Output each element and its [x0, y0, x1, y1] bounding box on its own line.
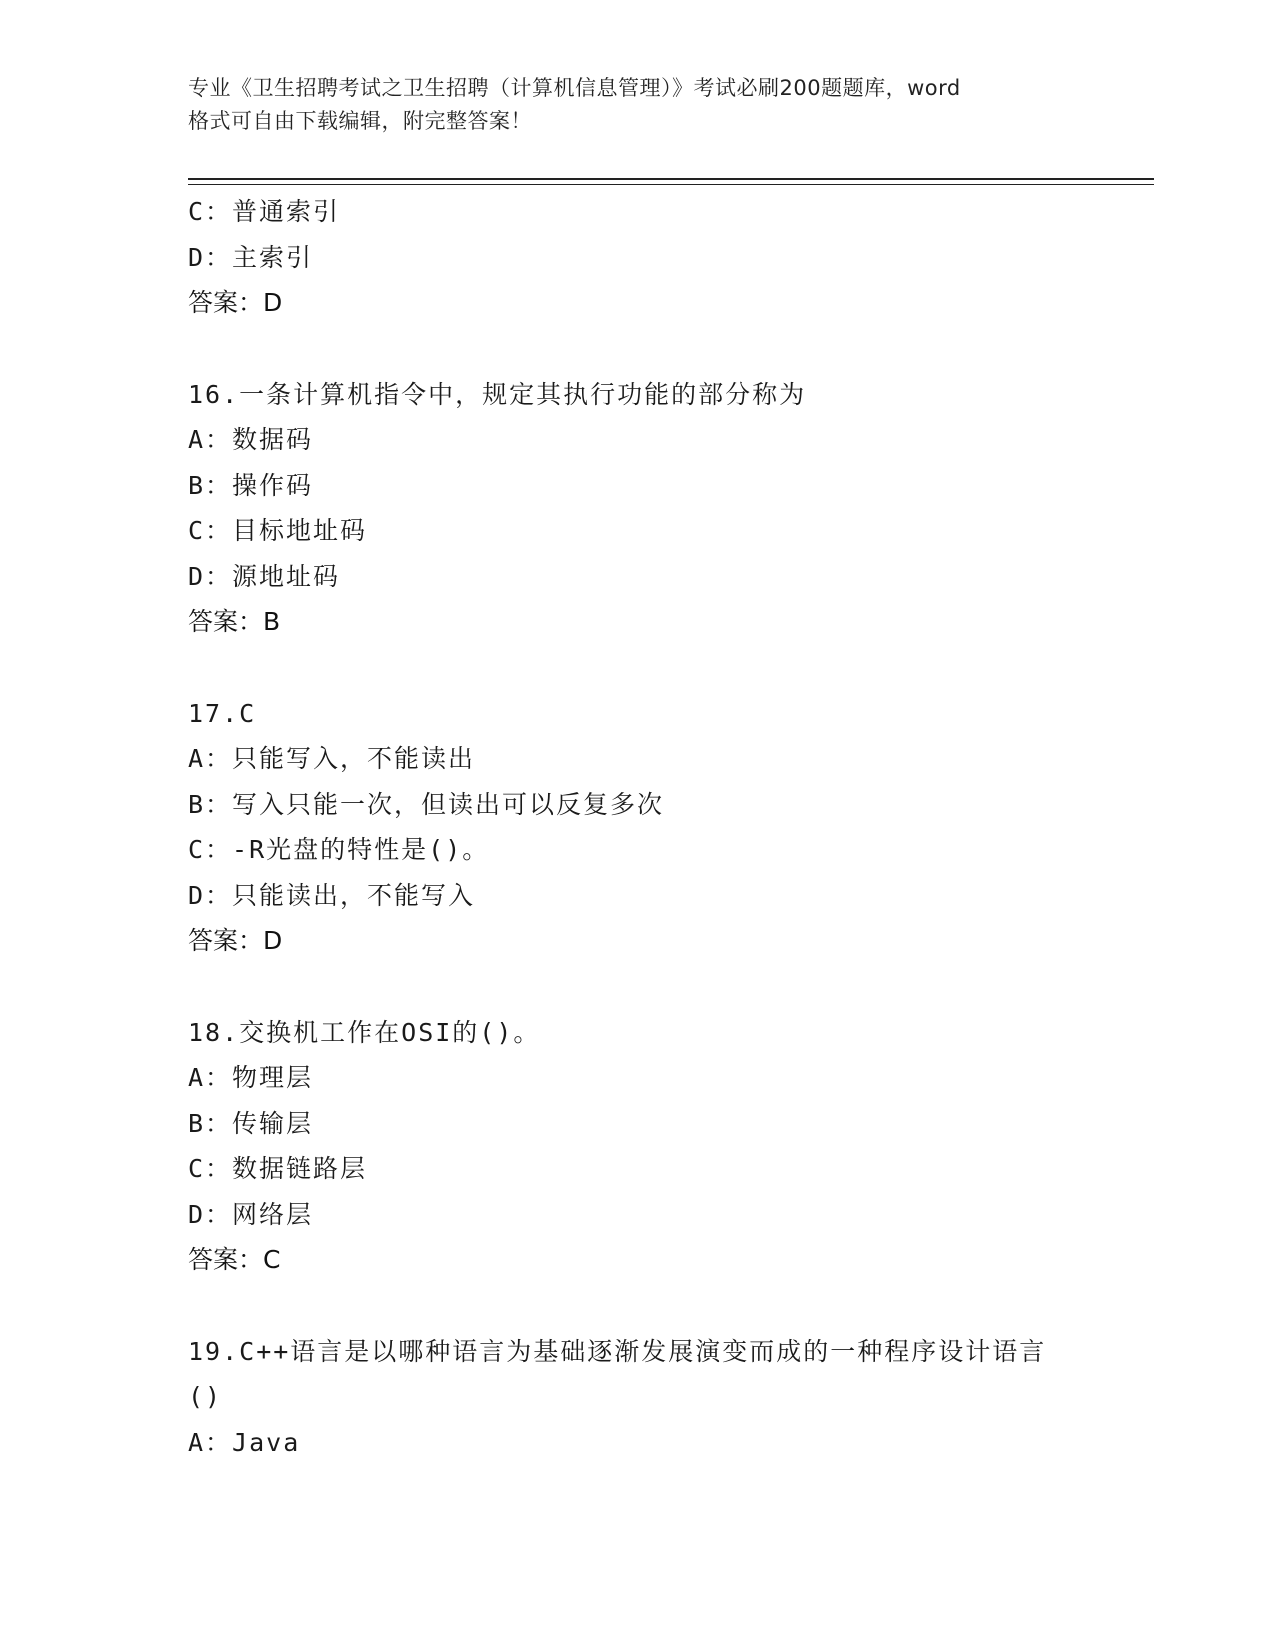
q16-question: 16.一条计算机指令中，规定其执行功能的部分称为: [188, 379, 807, 409]
question-list: [188, 189, 1118, 1465]
q18-option-b: B：传输层: [188, 1108, 314, 1138]
question-15-block: [188, 189, 1118, 326]
q18-option-a: A：物理层: [188, 1063, 314, 1092]
q17-option-b: B：写入只能一次，但读出可以反复多次: [188, 789, 665, 819]
q17-option-a: A：只能写入，不能读出: [188, 744, 476, 773]
q18-answer: 答案：C: [188, 1245, 281, 1274]
header-divider-thin: [188, 184, 1154, 185]
q16-option-c: C：目标地址码: [188, 516, 368, 545]
q15-answer: 答案：D: [188, 288, 283, 317]
q18-question: 18.交换机工作在OSI的()。: [188, 1017, 541, 1047]
question-17-block: [188, 691, 1118, 964]
q17-option-d: D：只能读出，不能写入: [188, 880, 476, 910]
q19-question: 19.C++语言是以哪种语言为基础逐渐发展演变而成的一种程序设计语言(): [188, 1336, 1047, 1411]
q16-option-d: D：源地址码: [188, 561, 341, 591]
question-18-block: [188, 1010, 1118, 1283]
q18-option-d: D：网络层: [188, 1199, 314, 1229]
q19-option-a: A：Java: [188, 1427, 301, 1457]
q15-option-c: C：普通索引: [188, 197, 341, 226]
q17-option-c: C：-R光盘的特性是()。: [188, 835, 490, 864]
header-divider-thick: [188, 178, 1154, 180]
q15-option-d: D：主索引: [188, 242, 314, 272]
q16-option-a: A：数据码: [188, 425, 314, 454]
q16-option-b: B：操作码: [188, 470, 314, 500]
q17-answer: 答案：D: [188, 926, 283, 955]
q17-question: 17.C: [188, 698, 257, 728]
q18-option-c: C：数据链路层: [188, 1154, 368, 1183]
question-19-block: [188, 1329, 1118, 1466]
spacer: [188, 964, 1118, 1010]
question-16-block: [188, 372, 1118, 645]
header-title-line-1: 专业《卫生招聘考试之卫生招聘（计算机信息管理）》考试必刷200题题库，word: [188, 76, 961, 100]
header-title-line-2: 格式可自由下载编辑，附完整答案！: [188, 109, 532, 133]
document-header: [188, 72, 1088, 138]
spacer: [188, 326, 1118, 372]
q16-answer: 答案：B: [188, 607, 281, 636]
spacer: [188, 645, 1118, 691]
spacer: [188, 1283, 1118, 1329]
